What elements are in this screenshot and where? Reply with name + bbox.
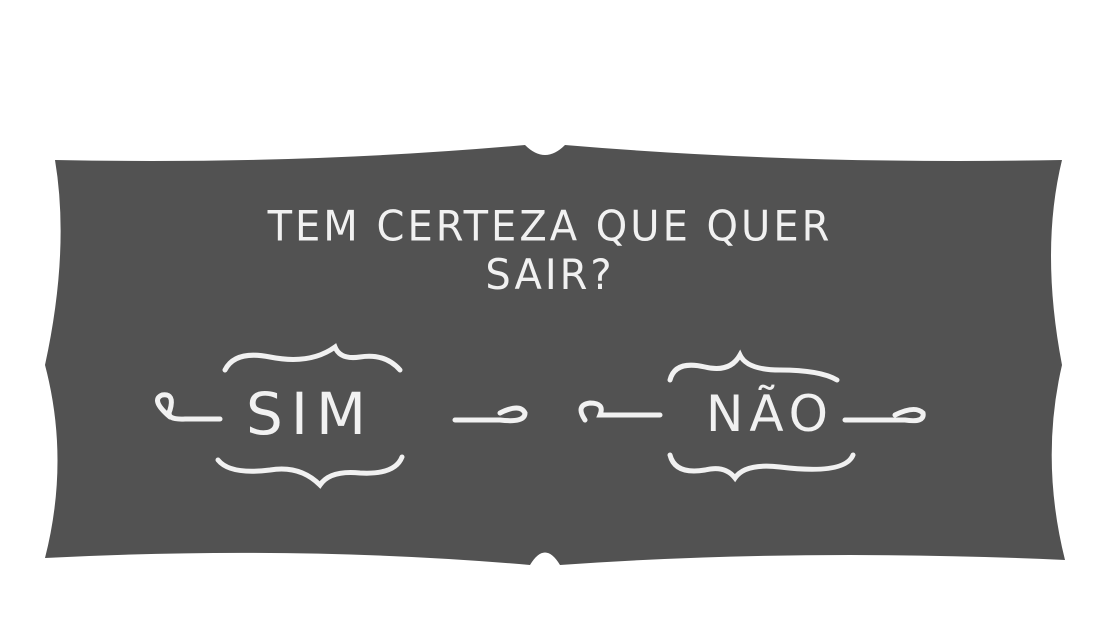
no-button[interactable] (575, 335, 935, 495)
yes-button[interactable] (140, 335, 540, 495)
yes-label: SIM (246, 380, 374, 448)
no-label: NÃO (705, 385, 835, 443)
exit-question: TEM CERTEZA QUE QUER SAIR? (267, 202, 833, 300)
